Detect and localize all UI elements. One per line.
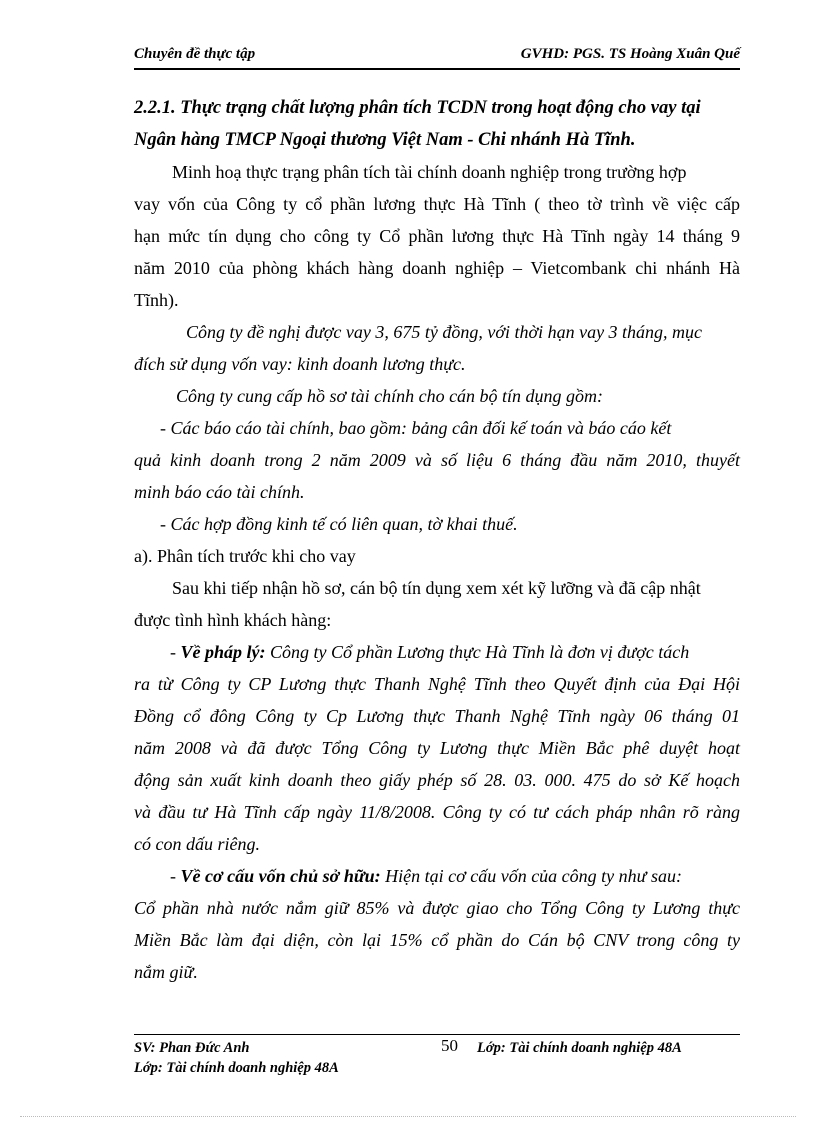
after-receipt-line-1: Sau khi tiếp nhận hồ sơ, cán bộ tín dụng xem xét kỹ lưỡng và đã cập nhật — [172, 578, 701, 598]
legal-line-2: ra từ Công ty CP Lương thực Thanh Nghệ Tĩnh theo Quyết định của Đại Hội — [134, 674, 740, 694]
header-title: Chuyên đề thực tập — [134, 46, 256, 62]
page-edge-dots — [20, 1116, 796, 1117]
legal-line-5: động sản xuất kinh doanh theo giấy phép số 28. 03. 000. 475 do sở Kế hoạch — [134, 770, 740, 790]
bullet-1-line-1: - Các báo cáo tài chính, bao gồm: bảng cân đối kế toán và báo cáo kết — [160, 418, 672, 438]
section-a-title: a). Phân tích trước khi cho vay — [134, 546, 356, 566]
provided-intro: Công ty cung cấp hồ sơ tài chính cho cán bộ tín dụng gồm: — [176, 386, 604, 406]
intro-line-4: năm 2010 của phòng khách hàng doanh nghiệp – Vietcombank chi nhánh Hà — [134, 258, 740, 278]
intro-line-5: Tĩnh). — [134, 290, 179, 310]
page-number: 50 — [441, 1036, 458, 1055]
legal-label: Về pháp lý: — [180, 642, 266, 662]
request-line-1: Công ty đề nghị được vay 3, 675 tỷ đồng, với thời hạn vay 3 tháng, mục — [186, 322, 703, 342]
capital-paragraph-start — [170, 866, 682, 887]
legal-line-7: có con dấu riêng. — [134, 834, 260, 854]
capital-line-2: Cổ phần nhà nước nắm giữ 85% và được giao cho Tổng Công ty Lương thực — [134, 898, 740, 918]
intro-line-2: vay vốn của Công ty cổ phần lương thực Hà Tĩnh ( theo tờ trình về việc cấp — [134, 194, 740, 214]
legal-paragraph-start — [170, 642, 689, 663]
capital-dash: - — [170, 866, 181, 886]
section-heading-line-1: 2.2.1. Thực trạng chất lượng phân tích TCDN trong hoạt động cho vay tại — [134, 98, 701, 118]
page-header — [134, 44, 740, 70]
bullet-1-line-2: quả kinh doanh trong 2 năm 2009 và số liệu 6 tháng đầu năm 2010, thuyết — [134, 450, 740, 470]
bullet-1-line-3: minh báo cáo tài chính. — [134, 482, 305, 502]
legal-line-3: Đồng cổ đông Công ty Cp Lương thực Thanh Nghệ Tĩnh ngày 06 tháng 01 — [134, 706, 740, 726]
legal-dash: - — [170, 642, 181, 662]
bullet-2: - Các hợp đồng kinh tế có liên quan, tờ khai thuế. — [160, 514, 518, 534]
section-heading-line-2: Ngân hàng TMCP Ngoại thương Việt Nam - Chi nhánh Hà Tĩnh. — [134, 130, 636, 150]
capital-label: Về cơ cấu vốn chủ sở hữu: — [180, 866, 381, 886]
footer-class-left: Lớp: Tài chính doanh nghiệp 48A — [134, 1060, 339, 1076]
capital-first-line-rest: Hiện tại cơ cấu vốn của công ty như sau: — [380, 866, 682, 886]
capital-line-4: nắm giữ. — [134, 962, 198, 982]
intro-line-3: hạn mức tín dụng cho công ty Cổ phần lương thực Hà Tĩnh ngày 14 tháng 9 — [134, 226, 740, 246]
legal-line-4: năm 2008 và đã được Tổng Công ty Lương thực Miền Bắc phê duyệt hoạt — [134, 738, 740, 758]
footer-class-right: Lớp: Tài chính doanh nghiệp 48A — [477, 1040, 682, 1056]
intro-line-1: Minh hoạ thực trạng phân tích tài chính doanh nghiệp trong trường hợp — [172, 162, 687, 182]
legal-line-6: và đầu tư Hà Tĩnh cấp ngày 11/8/2008. Công ty có tư cách pháp nhân rõ ràng — [134, 802, 740, 822]
legal-first-line-rest: Công ty Cổ phần Lương thực Hà Tĩnh là đơn vị được tách — [265, 642, 690, 662]
request-line-2: đích sử dụng vốn vay: kinh doanh lương thực. — [134, 354, 466, 374]
header-advisor: GVHD: PGS. TS Hoàng Xuân Quế — [520, 46, 740, 62]
footer-divider — [134, 1034, 740, 1035]
footer-student: SV: Phan Đức Anh — [134, 1040, 250, 1056]
capital-line-3: Miền Bắc làm đại diện, còn lại 15% cổ phần do Cán bộ CNV trong công ty — [134, 930, 740, 950]
after-receipt-line-2: được tình hình khách hàng: — [134, 610, 332, 630]
